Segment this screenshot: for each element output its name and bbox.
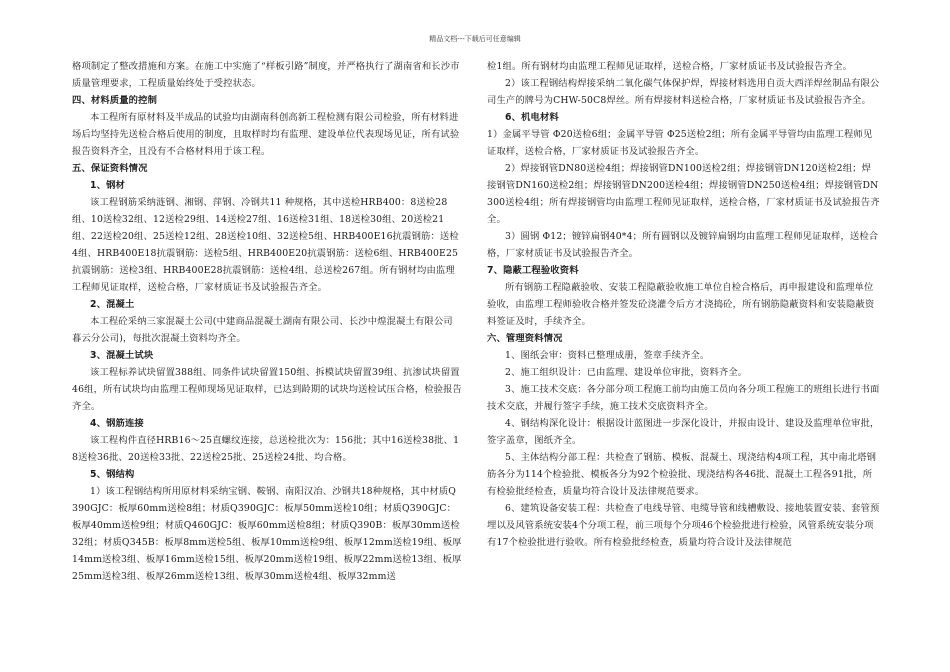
paragraph: 6、建筑设备安装工程：共检查了电线导管、电缆导管和线槽敷设、接地装置安装、套管预埋以及风管系统安装4个分项工程，前三项每个分项46个检验批进行检验，风管系统安装分项有17个检验批进行验收。所有检验批经检查，质量均符合设计及法律规范 xyxy=(487,503,880,548)
paragraph: 格项制定了整改措施和方案。在施工中实施了“样板引路”制度，并严格执行了湖南省和长沙市质量管理要求，工程质量始终处于受控状态。 xyxy=(72,61,460,89)
left-column xyxy=(72,58,462,585)
paragraph: 本工程所有原材料及半成品的试验均由湖南科创高新工程检测有限公司检验，所有材料进场后均坚持先送检合格后使用的制度，且取样时均有监理、建设单位代表现场见证，所有试验报告资料齐全，且没有不合格材料用于该工程。 xyxy=(72,112,460,157)
section-heading: 五、保证资料情况 xyxy=(72,163,148,174)
section-heading: 7、隐蔽工程验收资料 xyxy=(487,265,579,276)
page-header: 精品文档---下载后可任意编辑 xyxy=(429,35,521,43)
paragraph: 该工程钢筋采纳涟钢、湘钢、萍钢、冷钢共11 种规格，其中送检HRB400：8送检28组、10送检32组、12送检29组、14送检27组、16送检31组、18送检30组、20送检21组、22送检20组、25送检12组、28送检10组、32送检5组、HRB400E16抗震钢筋：送检4组、HRB400E18抗震钢筋：送检5组、HRB400E20抗震钢筋：送检6组、HRB400E25抗震钢筋：送检3组、HRB400E28抗震钢筋：送检4组、总送检267组。所有钢材均由监理工程师见证取样，送检合格，厂家材质证书及试验报告齐全。 xyxy=(72,197,459,293)
paragraph: 1、图纸会审：资料已整理成册，签章手续齐全。 xyxy=(505,350,710,361)
paragraph: 3、施工技术交底：各分部分项工程施工前均由施工员向各分项工程施工的班组长进行书面技术交底，并履行签字手续，施工技术交底资料齐全。 xyxy=(487,384,880,412)
paragraph: 该工程构件直径HRB16～25直螺纹连接，总送检批次为：156批；其中16送检38批、18送检36批、20送检33批、22送检25批、25送检24批、均合格。 xyxy=(72,435,460,463)
paragraph: 4、钢结构深化设计：根据设计蓝图进一步深化设计，并报由设计、建设及监理单位审批，签字盖章，图纸齐全。 xyxy=(487,418,880,446)
section-heading: 四、材料质量的控制 xyxy=(72,95,158,106)
section-heading: 5、钢结构 xyxy=(90,469,135,480)
section-heading: 六、管理资料情况 xyxy=(487,333,563,344)
paragraph: 2）该工程钢结构焊接采纳二氧化碳气体保护焊，焊接材料选用自贡大西洋焊丝制品有限公司生产的牌号为CHW-50C8焊丝。所有焊接材料送检合格，厂家材质证书及试验报告齐全。 xyxy=(487,78,880,106)
paragraph: 本工程砼采纳三家混凝土公司(中建商品混凝土湖南有限公司、长沙中煌混凝土有限公司暮云分公司)，每批次混凝土资料均齐全。 xyxy=(72,316,453,344)
paragraph: 3）圆钢 Φ12；镀锌扁钢40*4；所有圆钢以及镀锌扁钢均由监理工程师见证取样，送检合格，厂家材质证书及试验报告齐全。 xyxy=(487,231,879,259)
paragraph: 2）焊接钢管DN80送检4组；焊接钢管DN100送检2组；焊接钢管DN120送检2组；焊接钢管DN160送检2组；焊接钢管DN200送检4组；焊接钢管DN250送检4组；焊接钢管DN300送检4组；所有焊接钢管均由监理工程师见证取样，送检合格，厂家材质证书及试验报告齐全。 xyxy=(487,163,880,225)
section-heading: 3、混凝土试块 xyxy=(90,350,154,361)
section-heading: 2、混凝土 xyxy=(90,299,135,310)
paragraph: 1）金属平导管 Φ20送检6组；金属平导管 Φ25送检2组；所有金属平导管均由监理工程师见证取样，送检合格，厂家材质证书及试验报告齐全。 xyxy=(487,129,873,157)
paragraph: 2、施工组织设计：已由监理、建设单位审批，资料齐全。 xyxy=(505,367,748,378)
paragraph: 所有钢筋工程隐蔽验收、安装工程隐蔽验收施工单位自检合格后，再申报建设和监理单位验收，由监理工程师验收合格并签发砼浇灌令后方才浇捣砼，所有钢筋隐蔽资料和安装隐蔽资料签证及时，手续齐全。 xyxy=(487,282,875,327)
right-column xyxy=(487,58,880,551)
paragraph: 检1组。所有钢材均由监理工程师见证取样，送检合格，厂家材质证书及试验报告齐全。 xyxy=(487,61,853,72)
section-heading: 6、机电材料 xyxy=(505,112,559,123)
paragraph: 该工程标养试块留置388组、同条件试块留置150组、拆模试块留置39组、抗渗试块留置46组，所有试块均由监理工程师现场见证取样，已达到龄期的试块均送检试压合格，检验报告齐全。 xyxy=(72,367,463,412)
section-heading: 4、钢筋连接 xyxy=(90,418,144,429)
paragraph: 1）该工程钢结构所用原材料采纳宝钢、鞍钢、南阳汉冶、沙钢共18种规格，其中材质Q390GJC：板厚60mm送检8组；材质Q390GJC：板厚50mm送检10组；材质Q390GJC：板厚40mm送检9组；材质Q460GJC：板厚60mm送检8组；材质Q390B：板厚30mm送检32组；材质Q345B：板厚8mm送检5组、板厚10mm送检9组、板厚12mm送检19组、板厚14mm送检3组、板厚16mm送检15组、板厚20mm送检19组、板厚22mm送检13组、板厚25mm送检3组、板厚26mm送检13组、板厚30mm送检4组、板厚32mm送 xyxy=(72,486,462,582)
section-heading: 1、钢材 xyxy=(90,180,125,191)
paragraph: 5、主体结构分部工程：共检查了钢筋、模板、混凝土、现浇结构4项工程，其中南北塔钢筋各分为114个检验批、模板各分为92个检验批、现浇结构各46批、混凝土工程各91批，所有检验批经检查，质量均符合设计及法律规范要求。 xyxy=(487,452,877,497)
